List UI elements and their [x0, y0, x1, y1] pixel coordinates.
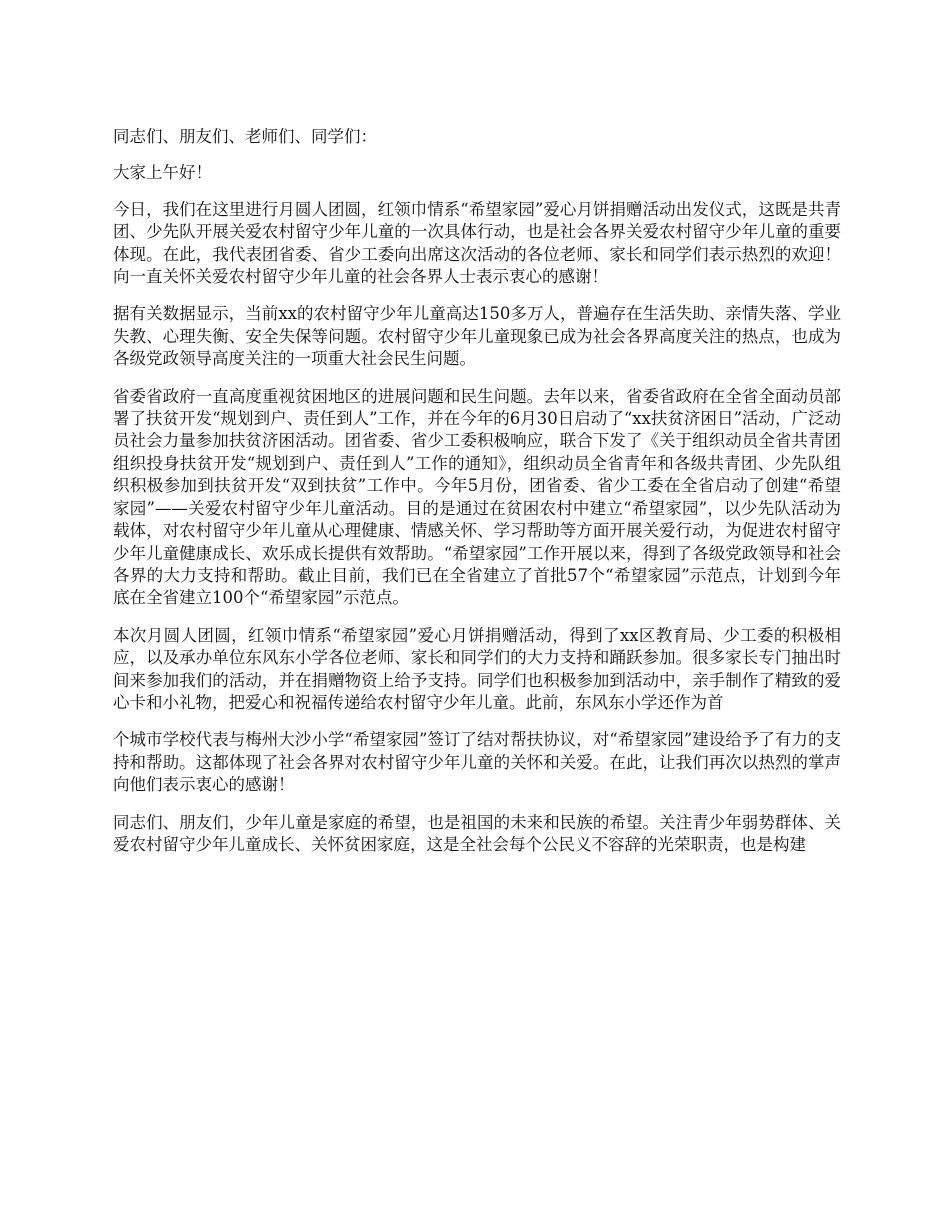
- paragraph-event: 本次月圆人团圆，红领巾情系“希望家园”爱心月饼捐赠活动，得到了xx区教育局、少工委的积极相应，以及承办单位东风东小学各位老师、家长和同学们的大力支持和踊跃参加。很多家长专门抽出时间来参加我们的活动，并在捐赠物资上给予支持。同学们也积极参加到活动中，亲手制作了精致的爱心卡和小礼物，把爱心和祝福传递给农村留守少年儿童。此前，东风东小学还作为首: [113, 625, 841, 712]
- paragraph-closing: 同志们、朋友们，少年儿童是家庭的希望，也是祖国的未来和民族的希望。关注青少年弱势群体、关爱农村留守少年儿童成长、关怀贫困家庭，这是全社会每个公民义不容辞的光荣职责，也是构建: [113, 812, 841, 854]
- paragraph-statistics: 据有关数据显示，当前xx的农村留守少年儿童高达150多万人，普遍存在生活失助、亲情失落、学业失教、心理失衡、安全失保等问题。农村留守少年儿童现象已成为社会各界高度关注的热点，也成为各级党政领导高度关注的一项重大社会民生问题。: [113, 304, 841, 369]
- paragraph-policy: 省委省政府一直高度重视贫困地区的进展问题和民生问题。去年以来，省委省政府在全省全面动员部署了扶贫开发“规划到户、责任到人”工作，并在今年的6月30日启动了“xx扶贫济困日”活动，广泛动员社会力量参加扶贫济困活动。团省委、省少工委积极响应，联合下发了《关于组织动员全省共青团组织投身扶贫开发“规划到户、责任到人”工作的通知》，组织动员全省青年和各级共青团、少先队组织积极参加到扶贫开发“双到扶贫”工作中。今年5月份，团省委、省少工委在全省启动了创建“希望家园”——关爱农村留守少年儿童活动。目的是通过在贫困农村中建立“希望家园”，以少先队活动为载体，对农村留守少年儿童从心理健康、情感关怀、学习帮助等方面开展关爱行动，为促进农村留守少年儿童健康成长、欢乐成长提供有效帮助。“希望家园”工作开展以来，得到了各级党政领导和社会各界的大力支持和帮助。截止目前，我们已在全省建立了首批57个“希望家园”示范点，计划到今年底在全省建立100个“希望家园”示范点。: [113, 386, 841, 608]
- paragraph-partnership: 个城市学校代表与梅州大沙小学“希望家园”签订了结对帮扶协议，对“希望家园”建设给予了有力的支持和帮助。这都体现了社会各界对农村留守少年儿童的关怀和关爱。在此，让我们再次以热烈的掌声向他们表示衷心的感谢！: [113, 730, 841, 795]
- salutation: 同志们、朋友们、老师们、同学们：: [113, 127, 377, 146]
- greeting: 大家上午好！: [113, 163, 212, 183]
- document-page: [113, 126, 841, 871]
- paragraph-opening: 今日，我们在这里进行月圆人团圆，红领巾情系“希望家园”爱心月饼捐赠活动出发仪式，这既是共青团、少先队开展关爱农村留守少年儿童的一次具体行动，也是社会各界关爱农村留守少年儿童的重要体现。在此，我代表团省委、省少工委向出席这次活动的各位老师、家长和同学们表示热烈的欢迎！向一直关怀关爱农村留守少年儿童的社会各界人士表示衷心的感谢！: [113, 199, 841, 287]
